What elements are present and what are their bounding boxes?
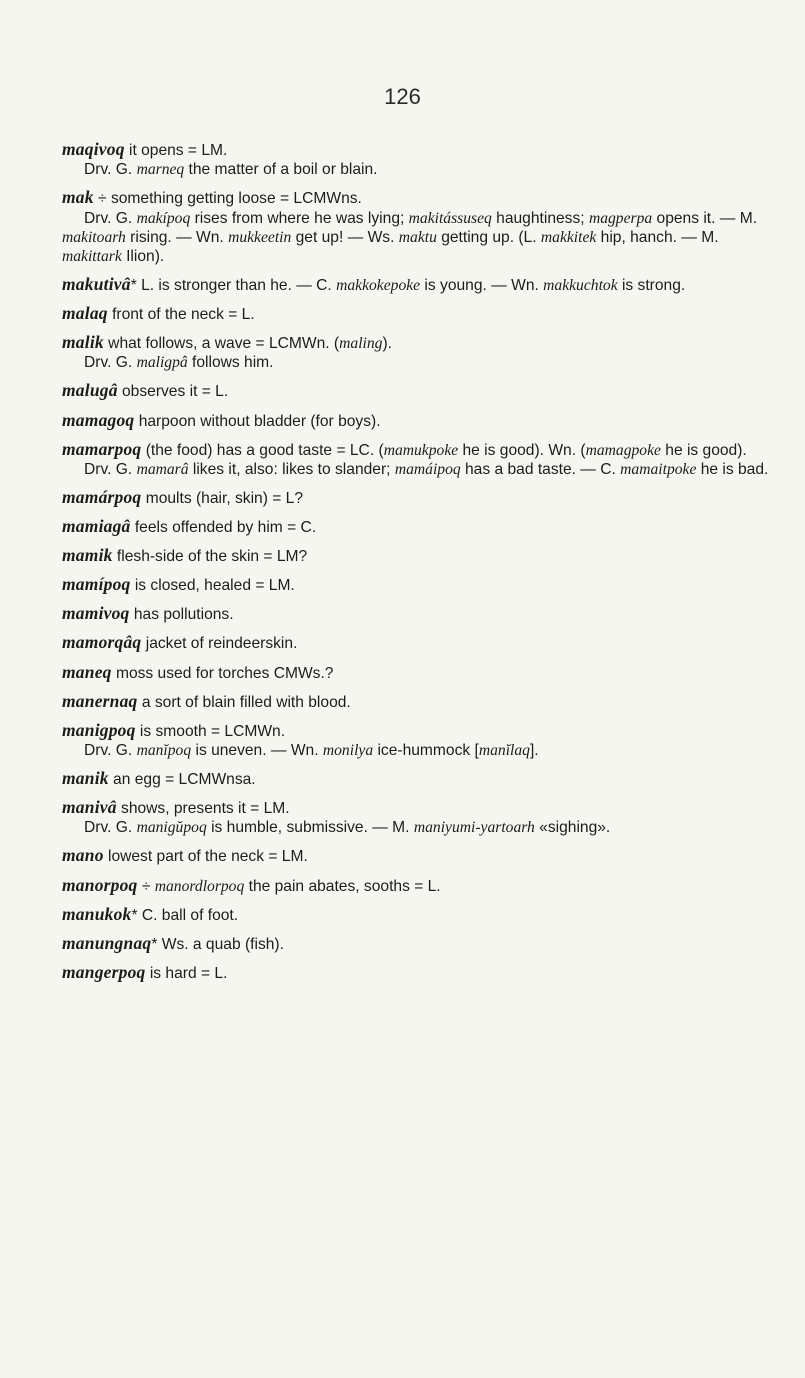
headword: manukok [62, 903, 132, 924]
definition: is smooth = LCMWn. [135, 722, 286, 740]
headword: manik [62, 768, 109, 789]
headword: mano [62, 845, 104, 866]
entry-line [62, 440, 774, 460]
text-run: he is bad. [696, 460, 769, 478]
headword: manigpoq [62, 719, 136, 740]
definition: an egg = LCMWnsa. [108, 771, 256, 789]
entry-line [62, 633, 774, 653]
text-run: haughtiness; [491, 209, 589, 227]
headword: mamárpoq [62, 486, 142, 507]
text-run: likes it, also: likes to slander; [188, 460, 395, 478]
italic-term: mamukpoke [383, 441, 459, 459]
entry-manungnaq [62, 934, 774, 954]
entry-manik [62, 769, 774, 789]
text-run: he is good). [660, 441, 747, 459]
entry-mamik [62, 546, 774, 566]
text-run: «sighing». [534, 819, 611, 837]
text-run: the matter of a boil or blain. [184, 161, 378, 179]
entry-line [62, 798, 774, 818]
entry-mamarpoq [62, 440, 774, 479]
italic-term: makípoq [136, 209, 191, 227]
italic-term: mamaitpoke [620, 460, 697, 478]
entry-line [62, 140, 774, 160]
italic-term: mamarâ [136, 460, 189, 478]
entry-mamagoq [62, 411, 774, 431]
definition: * L. is stronger than he. — C. [130, 277, 337, 294]
definition: a sort of blain filled with blood. [137, 693, 351, 711]
italic-term: manĭlaq [478, 741, 530, 759]
italic-term: makittark [62, 247, 122, 265]
text-run: ]. [529, 741, 539, 759]
definition: has pollutions. [129, 606, 234, 624]
entry-line [62, 381, 774, 401]
entry-malik [62, 333, 774, 372]
entry-line [62, 876, 774, 896]
definition: moss used for torches CMWs.? [111, 664, 334, 682]
italic-term: makitoarh [62, 228, 126, 246]
headword: malaq [62, 303, 108, 324]
entry-line [62, 411, 774, 431]
headword: maqivoq [62, 139, 125, 159]
entry-line [62, 333, 774, 353]
entry-manigpoq [62, 721, 774, 760]
text-run: is uneven. — Wn. [191, 741, 323, 759]
entry-mamarpoq2 [62, 488, 774, 508]
headword: mamorqâq [62, 632, 142, 653]
entry-maqivoq [62, 140, 774, 179]
entry-mamivoq [62, 604, 774, 624]
text-run: is strong. [617, 277, 686, 294]
italic-term: makkokepoke [336, 277, 421, 294]
entry-line [62, 188, 774, 208]
text-run: is young. — Wn. [420, 277, 544, 294]
text-run: getting up. (L. [436, 228, 541, 246]
definition: feels offended by him = C. [130, 519, 317, 537]
definition: ÷ [137, 877, 155, 895]
text-run: ice-hummock [ [373, 741, 479, 759]
definition: front of the neck = L. [107, 306, 255, 324]
headword: makutivâ [62, 274, 131, 294]
entry-manukok [62, 905, 774, 925]
definition: jacket of reindeerskin. [141, 635, 298, 653]
entry-line [62, 275, 774, 295]
headword: mamagoq [62, 409, 135, 430]
italic-term: mamáipoq [394, 460, 461, 478]
text-run: is humble, submissive. — M. [206, 819, 414, 837]
entry-line [62, 769, 774, 789]
definition: ÷ something getting loose = LCMWns. [93, 190, 362, 208]
italic-term: magperpa [588, 209, 653, 227]
italic-term: manigŭpoq [136, 819, 207, 837]
entry-mamiaga [62, 517, 774, 537]
entry-line [62, 934, 774, 954]
text-run: Drv. G. [84, 354, 137, 372]
text-run: ). [382, 335, 392, 353]
entry-line [62, 905, 774, 925]
italic-term: makkitek [540, 228, 597, 246]
entry-line [62, 721, 774, 741]
text-run: Drv. G. [84, 819, 137, 837]
entry-line [62, 663, 774, 683]
headword: mamarpoq [62, 438, 142, 459]
headword: mangerpoq [62, 961, 146, 982]
entry-line [62, 846, 774, 866]
definition: lowest part of the neck = LM. [103, 848, 308, 866]
headword: maneq [62, 661, 112, 682]
headword: manorpoq [62, 874, 138, 895]
italic-term: maktu [398, 228, 437, 246]
italic-term: manordlorpoq [154, 877, 245, 895]
definition: observes it = L. [117, 383, 229, 401]
entry-line [62, 692, 774, 712]
italic-term: mamagpoke [585, 441, 661, 459]
text-run: Ilion). [121, 247, 165, 265]
italic-term: mukkeetin [228, 228, 292, 246]
definition: it opens = LM. [124, 142, 228, 159]
definition: shows, presents it = LM. [116, 800, 290, 818]
entry-makutiva [62, 275, 774, 295]
derivation [62, 209, 774, 267]
entry-maneq [62, 663, 774, 683]
entry-mamipoq [62, 575, 774, 595]
italic-term: maniyumi-yartoarh [413, 819, 535, 837]
text-run: he is good). Wn. ( [458, 441, 586, 459]
definition: is hard = L. [145, 964, 228, 982]
entry-mangerpoq [62, 963, 774, 983]
italic-term: maling [339, 335, 383, 353]
definition: * C. ball of foot. [131, 906, 239, 924]
headword: manivâ [62, 797, 117, 818]
derivation [62, 160, 774, 179]
text-run: the pain abates, sooths = L. [244, 877, 441, 895]
text-run: Drv. G. [84, 460, 137, 478]
headword: mamik [62, 545, 113, 566]
entry-maniva [62, 798, 774, 837]
text-run: follows him. [187, 354, 274, 372]
italic-term: marneq [136, 161, 185, 179]
definition: flesh-side of the skin = LM? [112, 548, 308, 566]
headword: mamípoq [62, 574, 131, 595]
definition: * Ws. a quab (fish). [151, 935, 284, 953]
entry-line [62, 575, 774, 595]
headword: malugâ [62, 380, 118, 401]
entry-mamorqaq [62, 633, 774, 653]
italic-term: monilya [322, 741, 374, 759]
definition: (the food) has a good taste = LC. ( [141, 441, 384, 459]
definition: is closed, healed = LM. [130, 577, 295, 595]
entry-mak [62, 188, 774, 266]
definition: harpoon without bladder (for boys). [134, 412, 381, 430]
headword: manernaq [62, 690, 138, 711]
italic-term: makitássuseq [408, 209, 492, 227]
text-run: opens it. — M. [652, 209, 758, 227]
headword: mamivoq [62, 603, 130, 624]
entry-line [62, 546, 774, 566]
definition: moults (hair, skin) = L? [141, 489, 304, 507]
text-run: get up! — Ws. [291, 228, 399, 246]
italic-term: makkuchtok [543, 277, 618, 294]
entry-line [62, 604, 774, 624]
headword: mak [62, 187, 94, 208]
derivation [62, 818, 774, 837]
text-run: rising. — Wn. [125, 228, 229, 246]
dictionary-entries [62, 140, 774, 992]
entry-mano [62, 846, 774, 866]
page-number: 126 [384, 84, 421, 109]
text-run: Drv. G. [84, 209, 137, 227]
italic-term: manĭpoq [136, 741, 192, 759]
headword: manungnaq [62, 932, 152, 953]
text-run: has a bad taste. — C. [460, 460, 621, 478]
text-run: Drv. G. [84, 741, 137, 759]
headword: malik [62, 332, 104, 353]
entry-line [62, 963, 774, 983]
text-run: Drv. G. [84, 161, 137, 179]
entry-line [62, 488, 774, 508]
text-run: hip, hanch. — M. [596, 228, 719, 246]
derivation [62, 460, 774, 479]
entry-manernaq [62, 692, 774, 712]
derivation [62, 353, 774, 372]
headword: mamiagâ [62, 516, 131, 537]
italic-term: maligpâ [136, 354, 188, 372]
definition: what follows, a wave = LCMWn. ( [103, 335, 340, 353]
entry-malaq [62, 304, 774, 324]
entry-line [62, 304, 774, 324]
entry-maluga [62, 381, 774, 401]
derivation [62, 741, 774, 760]
text-run: rises from where he was lying; [190, 209, 409, 227]
entry-manorpoq [62, 876, 774, 896]
entry-line [62, 517, 774, 537]
